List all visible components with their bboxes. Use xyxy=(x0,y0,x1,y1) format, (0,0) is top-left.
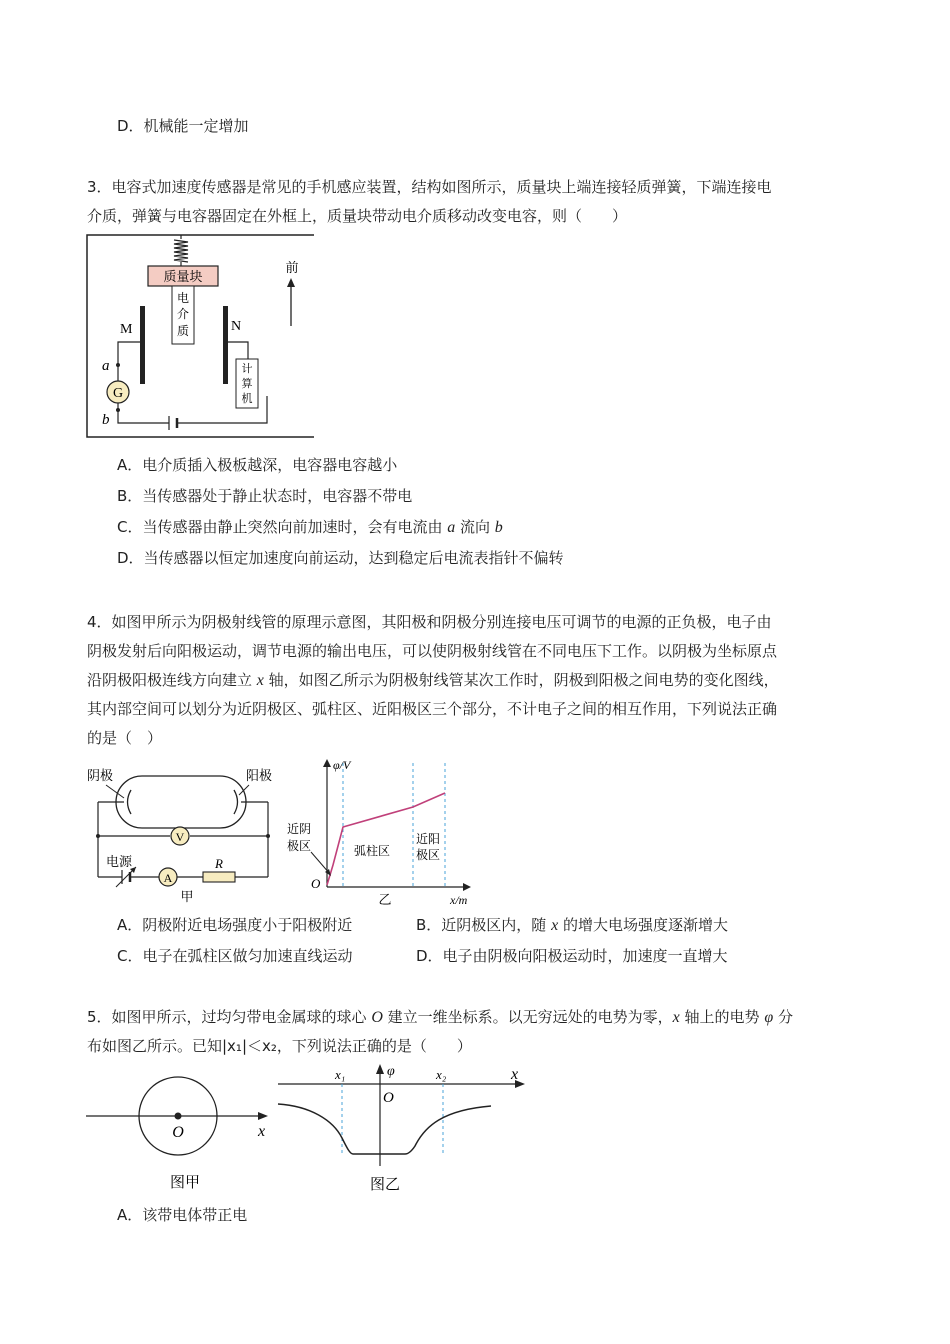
q3-point-a xyxy=(116,363,120,367)
q3-point-b xyxy=(116,408,120,412)
q3-option-c-mid: 流向 xyxy=(455,518,495,536)
q3-option-b: B．当传感器处于静止状态时，电容器不带电 xyxy=(117,487,413,505)
q5-stem-line1-phi: φ xyxy=(764,1009,774,1026)
q4-voltmeter-label: V xyxy=(175,830,185,844)
q4-yi-x-label: x/m xyxy=(450,893,468,907)
q4-yi-region-dividers xyxy=(343,763,445,887)
q3-galvanometer-label: G xyxy=(112,386,124,401)
q4-option-b xyxy=(416,915,728,936)
q4-stem-line3 xyxy=(87,670,779,691)
q5-yi-phi-label: φ xyxy=(387,1064,395,1079)
q4-source-label: 电源 xyxy=(106,855,133,870)
q3-plate-m-label: M xyxy=(120,322,133,337)
q3-direction-label: 前 xyxy=(285,261,299,276)
q4-stem-line2: 阴极发射后向阳极运动，调节电源的输出电压，可以使阴极射线管在不同电压下工作。以阴极为坐标原点 xyxy=(87,642,778,660)
q3-plate-n xyxy=(223,306,228,384)
q5-figure-yi xyxy=(275,1062,530,1195)
q3-computer-label-3: 机 xyxy=(241,392,253,405)
q5-stem-line1-post: 分 xyxy=(773,1008,793,1026)
q3-option-c-pre: C．当传感器由静止突然向前加速时，会有电流由 xyxy=(117,518,448,536)
q3-dielectric-label-3: 质 xyxy=(176,324,190,338)
q3-computer-label-1: 计 xyxy=(241,362,253,375)
q5-stem-line1-x: x xyxy=(672,1009,680,1026)
q4-yi-region1-line1: 近阴 xyxy=(287,822,312,836)
q3-point-b-label: b xyxy=(102,412,110,428)
q4-cathode-electrode xyxy=(128,790,132,814)
q4-stem-line3-pre: 沿阴极阳极连线方向建立 xyxy=(87,671,257,689)
q5-yi-x2-label: x₂ xyxy=(436,1067,447,1082)
q3-stem-line1: 3．电容式加速度传感器是常见的手机感应装置，结构如图所示，质量块上端连接轻质弹簧，下端连接电 xyxy=(87,178,772,196)
q3-option-c xyxy=(117,517,503,538)
q3-point-a-label: a xyxy=(102,358,110,374)
q3-option-d: D．当传感器以恒定加速度向前运动，达到稳定后电流表指针不偏转 xyxy=(117,549,564,567)
q5-stem-line1-mid2: 轴上的电势 xyxy=(679,1008,765,1026)
arrow-up-icon xyxy=(323,759,331,767)
q2-option-d: D．机械能一定增加 xyxy=(117,117,249,135)
arrow-right-icon xyxy=(463,883,471,891)
q4-cathode-label: 阴极 xyxy=(87,769,114,784)
q3-dielectric-label-1: 电 xyxy=(176,291,190,305)
q5-jia-origin: O xyxy=(172,1124,184,1141)
q4-stem-line4: 其内部空间可以划分为近阴极区、弧柱区、近阳极区三个部分，不计电子之间的相互作用，下列说法正确 xyxy=(87,700,778,718)
q5-yi-origin: O xyxy=(383,1090,394,1106)
q5-fig-yi-caption: 图乙 xyxy=(369,1175,401,1193)
q4-option-a: A．阴极附近电场强度小于阳极附近 xyxy=(117,916,353,934)
q5-stem-line1-pre: 5．如图甲所示，过均匀带电金属球的球心 xyxy=(87,1008,372,1026)
arrow-up-icon xyxy=(376,1064,384,1074)
q4-resistor xyxy=(203,872,235,882)
q4-option-d: D．电子由阴极向阳极运动时，加速度一直增大 xyxy=(416,947,728,965)
q4-yi-origin: O xyxy=(311,876,321,891)
q4-anode-label: 阳极 xyxy=(246,769,273,784)
arrow-up-icon xyxy=(287,278,295,287)
q4-stem-line3-post: 轴，如图乙所示为阴极射线管某次工作时，阴极到阳极之间电势的变化图线， xyxy=(263,671,779,689)
q5-yi-potential-curve xyxy=(278,1104,491,1154)
q5-center-point xyxy=(175,1113,182,1120)
q3-mass-label: 质量块 xyxy=(163,270,203,285)
q5-fig-jia-caption: 图甲 xyxy=(169,1173,201,1191)
q4-yi-y-label: φ/V xyxy=(333,758,351,772)
q4-tube xyxy=(116,776,246,828)
q4-option-b-pre: B．近阴极区内，随 xyxy=(416,916,552,934)
q4-yi-region1-line2: 极区 xyxy=(287,839,312,853)
q3-direction-arrow xyxy=(280,256,310,330)
q5-option-a: A．该带电体带正电 xyxy=(117,1206,248,1224)
q3-option-c-b: b xyxy=(494,519,503,536)
q5-yi-axis-label: x xyxy=(511,1066,519,1083)
q5-stem-line2: 布如图乙所示。已知|x₁|＜x₂，下列说法正确的是（ ） xyxy=(87,1037,472,1055)
q5-stem-line1 xyxy=(87,1007,793,1028)
q3-spring xyxy=(174,235,188,266)
q4-stem-line5: 的是（ ） xyxy=(87,729,163,747)
q4-fig-jia-caption: 甲 xyxy=(180,890,194,903)
q3-dielectric-label-2: 介 xyxy=(176,307,190,321)
q3-option-c-a: a xyxy=(447,519,456,536)
q5-stem-line1-mid: 建立一维坐标系。以无穷远处的电势为零， xyxy=(382,1008,673,1026)
q5-figure-jia xyxy=(84,1070,274,1195)
q4-yi-region3-line1: 近阳 xyxy=(416,832,441,846)
q4-figure-jia xyxy=(84,758,284,903)
q5-yi-x1-label: x₁ xyxy=(335,1067,346,1082)
q3-option-a: A．电介质插入极板越深，电容器电容越小 xyxy=(117,456,398,474)
q4-yi-region3-line2: 极区 xyxy=(416,848,441,862)
q3-stem-line2: 介质，弹簧与电容器固定在外框上，质量块带动电介质移动改变电容，则（ ） xyxy=(87,207,628,225)
q4-ammeter-label: A xyxy=(163,871,173,885)
q4-option-b-x: x xyxy=(551,917,559,934)
q4-option-b-post: 的增大电场强度逐渐增大 xyxy=(558,916,728,934)
arrow-right-icon xyxy=(258,1112,268,1120)
q3-plate-n-label: N xyxy=(231,319,242,334)
q3-computer-label-2: 算 xyxy=(241,377,253,390)
q4-figure-yi xyxy=(285,755,480,907)
q4-anode-electrode xyxy=(234,790,238,814)
q5-jia-axis-label: x xyxy=(258,1123,266,1140)
q3-plate-m xyxy=(140,306,145,384)
q4-yi-region2: 弧柱区 xyxy=(354,844,391,858)
q4-fig-yi-caption: 乙 xyxy=(378,893,392,907)
q5-stem-line1-o: O xyxy=(371,1009,383,1026)
q4-resistor-label: R xyxy=(215,856,223,871)
q4-option-c: C．电子在弧柱区做匀加速直线运动 xyxy=(117,947,353,965)
q4-stem-line3-x: x xyxy=(256,672,264,689)
q4-stem-line1: 4．如图甲所示为阴极射线管的原理示意图，其阳极和阴极分别连接电压可调节的电源的正负极，电子由 xyxy=(87,613,772,631)
